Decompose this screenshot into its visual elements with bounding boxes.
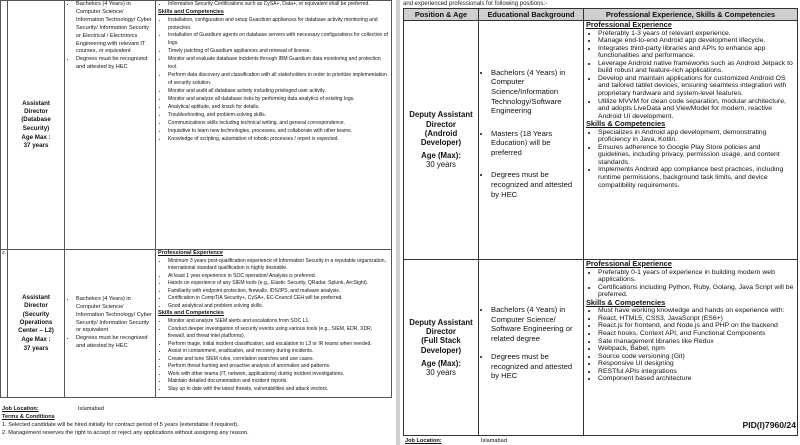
page-divider xyxy=(396,0,400,445)
list-item: • Monitor and evaluate database incidents through IBM Guardium data monitoring and protection tool. xyxy=(168,56,389,72)
table-row-full-stack-developer xyxy=(404,260,798,436)
position-title-line: Director xyxy=(24,302,48,310)
position-cell xyxy=(8,250,65,398)
list-item: • Utilize MVVM for clean code separation, modular architecture, and adopts LiveData and ViewModel for modern, reactive Android UI development. xyxy=(598,98,795,121)
header-position: Position & Age xyxy=(404,9,479,21)
list-item: • Source code versioning (Git) xyxy=(598,353,795,361)
skills-list xyxy=(586,307,795,382)
list-item: • Leverage Android native frameworks such as Android Jetpack to build robust and feature-rich applications. xyxy=(598,60,795,75)
skills-heading: Skills & Competencies xyxy=(586,119,666,129)
experience-cell xyxy=(156,250,392,398)
experience-cell xyxy=(584,21,798,260)
skills-list xyxy=(158,318,389,393)
list-item: • Knowledge of scripting, automation of robotic processes / report is expected. xyxy=(168,136,389,144)
right-positions-table xyxy=(403,8,798,436)
experience-heading: Professional Experience xyxy=(586,20,672,29)
list-item: • Bachelors (4 Years) in Computer Science/ Information Technology/ Cyber Security/ Information Security or Electrical / Electronics Engineering with relevant IT courses, or equivalent xyxy=(76,1,153,56)
list-item: • Communications skills including technical writing, and general correspondence. xyxy=(168,120,389,128)
list-item: • At least 1 year experience in SOC operation/ Analysis is preferred. xyxy=(168,273,389,281)
list-item: • Masters (18 Years Education) will be preferred xyxy=(491,129,581,158)
list-item: • Bachelors (4 Years) in Computer Science/ Information Technology/ Cyber Security/ Information Security or equivalent xyxy=(76,296,153,336)
list-item: • Monitor and analyze SIEM alerts and escalations from SOC L1. xyxy=(168,318,389,326)
intro-sentence: and experienced professionals for following positions:- xyxy=(403,1,548,7)
table-row-database-security xyxy=(1,1,392,250)
list-item: • Webpack, Babel, npm xyxy=(598,345,795,353)
list-item: • Troubleshooting, and problem-solving skills. xyxy=(168,112,389,120)
position-title xyxy=(10,294,62,352)
table-row-soc-l2 xyxy=(1,250,392,398)
list-item: • Stay up to date with the latest threats, vulnerabilities and attack vectors. xyxy=(168,386,389,394)
list-item: • Implements Android app compliance best practices, including runtime permissions, background task limits, and device compatibility requirements. xyxy=(598,166,795,189)
position-title-line: Center – L2) xyxy=(18,327,54,335)
list-item: • React hooks, Context API, and Functional Components xyxy=(598,330,795,338)
experience-cell xyxy=(584,260,798,436)
age-label: Age (Max): xyxy=(421,358,461,368)
left-advert-page xyxy=(0,0,392,445)
list-item: • Integrates third-party libraries and APIs to enhance app functionalities and performance. xyxy=(598,45,795,60)
list-item: • Degrees must be recognized and attested by HEC xyxy=(491,352,581,381)
age-value: 37 years xyxy=(23,141,49,149)
experience-list xyxy=(586,30,795,121)
experience-heading: Professional Experience xyxy=(586,259,672,268)
education-list xyxy=(481,305,581,381)
right-advert-page xyxy=(403,0,800,445)
job-location-value: Islamabad xyxy=(78,406,104,412)
position-cell xyxy=(8,1,65,250)
age-label: Age Max : xyxy=(21,133,51,141)
list-item: • Create and tune SIEM rules, correlation searches and use cases. xyxy=(168,356,389,364)
list-item: • Certifications including Python, Ruby, Golang, Java Script will be preferred. xyxy=(598,284,795,299)
left-positions-table xyxy=(0,0,392,398)
age-value: 30 years xyxy=(426,367,456,377)
list-item: • Inquisitive to learn new technologies, processes, and collaborate with other teams. xyxy=(168,128,389,136)
term-item: 2. Management reserves the right to accept or reject any applications without assigning any reason. xyxy=(2,430,249,436)
position-cell xyxy=(404,260,479,436)
position-cell xyxy=(404,21,479,260)
education-cell xyxy=(479,260,584,436)
terms-heading: Terms & Conditions xyxy=(2,414,55,420)
header-education: Educational Background xyxy=(479,9,584,21)
list-item: • Maintain detailed documentation and incident reports. xyxy=(168,378,389,386)
experience-list xyxy=(158,1,389,9)
list-item: • Degrees must be recognized and attested by HEC xyxy=(76,56,153,72)
list-item: • Analytical aptitude, and knack for details. xyxy=(168,104,389,112)
row-number xyxy=(1,1,8,250)
left-footer xyxy=(2,405,392,437)
list-item: • Assist in containment, eradication, and recovery during incidents. xyxy=(168,348,389,356)
age-value: 37 years xyxy=(23,344,49,352)
list-item: • Monitor and analyze all database risks by performing data analytics of existing logs. xyxy=(168,96,389,104)
position-title-line: Director xyxy=(426,327,456,337)
list-item: • Degrees must be recognized and attested by HEC xyxy=(76,335,153,351)
list-item: • Preferably 1-3 years of relevant experience. xyxy=(598,30,795,38)
header-experience: Professional Experience, Skills & Competencies xyxy=(584,9,798,21)
position-title-line: Developer) xyxy=(420,138,462,147)
job-location-label: Job Location: xyxy=(2,406,39,412)
list-item: • Perform threat hunting and proactive analysis of anomalies and patterns. xyxy=(168,363,389,371)
list-item: • Ensures adherence to Google Play Store policies and guidelines, including privacy, permission usage, and content standards. xyxy=(598,144,795,167)
list-item: • Good analytical and problem solving skills. xyxy=(168,303,389,311)
list-item: • Preferably 0-1 years of experience in building modern web applications. xyxy=(598,269,795,284)
list-item: • RESTful APIs integrations xyxy=(598,368,795,376)
education-list xyxy=(481,68,581,200)
table-row-android-developer xyxy=(404,21,798,260)
job-location-label: Job Location: xyxy=(405,438,442,444)
list-item: • Hands on experience of any SIEM tools (e.g., Elastic Security, QRadar, Splunk, ArcSight). xyxy=(168,280,389,288)
skills-heading: Skills and Competencies xyxy=(158,8,224,15)
education-list xyxy=(67,1,153,72)
list-item: • Specializes in Android app development, demonstrating proficiency in Java, Kotlin. xyxy=(598,129,795,144)
experience-cell xyxy=(156,1,392,250)
education-list xyxy=(67,296,153,351)
position-title-line: Deputy Assistant xyxy=(409,317,473,327)
term-item: 1. Selected candidate will be hired initially for contract period of 5 years (extendable if required). xyxy=(2,422,239,428)
age-label: Age (Max): xyxy=(421,151,461,161)
list-item: • Timely patching of Guardium appliances and renewal of license. xyxy=(168,48,389,56)
skills-list xyxy=(158,17,389,144)
list-item: • Must have working knowledge and hands on experience with: xyxy=(598,307,795,315)
table-header-row xyxy=(404,9,798,21)
education-cell xyxy=(479,21,584,260)
skills-heading: Skills & Competencies xyxy=(586,297,666,307)
position-title-line: Developer) xyxy=(420,345,462,355)
position-title-line: Assistant xyxy=(22,99,50,107)
job-location-value: Islamabad xyxy=(481,438,507,444)
skills-list xyxy=(586,129,795,189)
right-footer xyxy=(405,437,705,445)
position-title-line: (Android xyxy=(424,128,458,138)
education-cell xyxy=(65,1,156,250)
list-item: • Installation, configuration and setup Guardium appliances for database activity monitoring and protection. xyxy=(168,17,389,33)
age-label: Age Max : xyxy=(21,336,51,344)
list-item: • Sate management libraries like Redux xyxy=(598,338,795,346)
list-item: • React, HTML5, CSS3, JavaScript (ES6+) xyxy=(598,315,795,323)
list-item: • Work with other teams (IT, network, applications) during incident investigations. xyxy=(168,371,389,379)
position-title-line: (Full Stack xyxy=(421,336,461,346)
publication-id: PID(I)7960/24 xyxy=(742,420,796,430)
list-item: • Responsive UI designing xyxy=(598,360,795,368)
list-item: • React.js for frontend, and Node.js and PHP on the backend xyxy=(598,322,795,330)
list-item: • Information Security Certifications such as CySA+, Data+, or equivalent shall be preferred. xyxy=(168,1,389,9)
list-item: • Minimum 3 years post-qualification experience of Information Security in a reputable organization, international standard qualification is highly desirable. xyxy=(168,258,389,273)
experience-heading: Professional Experience xyxy=(158,250,223,256)
position-title-line: Director xyxy=(426,119,456,129)
education-cell xyxy=(65,250,156,398)
list-item: • Monitor and audit all database activity including privileged user activity. xyxy=(168,88,389,96)
list-item: • Bachelors (4 Years) in Computer Science/Information Technology/Software Engineering xyxy=(491,68,581,116)
list-item: • Perform triage, initial incident classification, and escalation to L3 or IR teams when needed. xyxy=(168,341,389,349)
row-number: 2. xyxy=(1,250,8,398)
experience-list xyxy=(586,269,795,299)
list-item: • Degrees must be recognized and attested by HEC xyxy=(491,170,581,199)
experience-list xyxy=(158,258,389,311)
position-title-line: Director xyxy=(24,108,48,116)
position-title xyxy=(10,100,62,150)
list-item: • Familiarity with endpoint protection, firewalls, IDS/IPS, and malware analysis. xyxy=(168,288,389,296)
job-location-line xyxy=(2,405,392,413)
list-item: • Component based architecture xyxy=(598,375,795,383)
list-item: • Develop and maintain applications for customized Android OS and tailored tablet devices, ensuring seamless integration with proprietary hardware and system-level features. xyxy=(598,75,795,98)
list-item: • Certification in CompTIA Security+, CySA+, EC-Council CEH will be preferred. xyxy=(168,295,389,303)
position-title-line: Assistant xyxy=(22,294,50,302)
list-item: • Manage end-to-end Android app development lifecycle. xyxy=(598,37,795,45)
list-item: • Installation of Guardium agents on database servers with necessary configurations for collection of logs. xyxy=(168,32,389,48)
position-title-line: Deputy Assistant xyxy=(409,110,473,120)
skills-heading: Skills and Competencies xyxy=(158,310,224,317)
list-item: • Perform data discovery and classification with all stakeholders in order to prioritize implementation of security solution. xyxy=(168,72,389,88)
position-title-line: (Security xyxy=(22,310,50,318)
position-title-line: (Database xyxy=(21,116,51,124)
age-value: 30 years xyxy=(426,160,456,170)
list-item: • Bachelors (4 Years) in Computer Science/ Software Engineering or related degree xyxy=(491,305,581,343)
intro-text xyxy=(403,0,800,8)
position-title-line: Security) xyxy=(22,124,50,132)
list-item: • Conduct deeper investigation of security events using various tools (e.g., SIEM, EDR, XDR, firewall, and threat intel platforms). xyxy=(168,326,389,341)
position-title-line: Operations xyxy=(19,318,53,326)
